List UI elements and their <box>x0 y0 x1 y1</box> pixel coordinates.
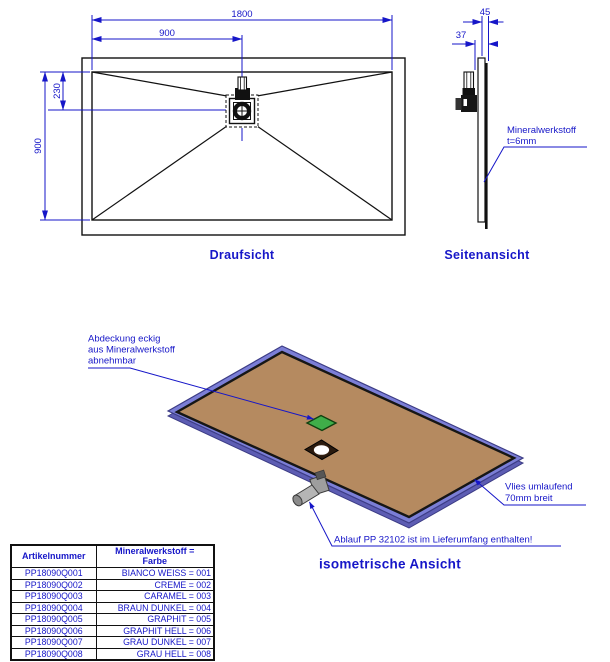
header-artikelnummer: Artikelnummer <box>11 545 96 568</box>
article-table <box>10 544 215 661</box>
drain-pipe-stub <box>238 77 247 90</box>
table-row: PP18090Q002 CREME = 002 <box>11 579 214 591</box>
material-note-line1: Mineralwerkstoff <box>507 125 576 136</box>
dim-230-label: 230 <box>52 83 63 99</box>
header-farbe: Mineralwerkstoff = Farbe <box>96 545 214 568</box>
top-view-title: Draufsicht <box>209 248 275 262</box>
material-note-leader <box>484 147 587 182</box>
table-row: PP18090Q004 BRAUN DUNKEL = 004 <box>11 602 214 614</box>
table-row: PP18090Q003 CARAMEL = 003 <box>11 591 214 603</box>
material-note-line2: t=6mm <box>507 136 537 147</box>
dim-45-label: 45 <box>479 7 491 18</box>
side-drain-fitting <box>456 72 478 112</box>
fleece-annotation <box>475 480 587 506</box>
cover-note-line2: aus Mineralwerkstoff <box>88 344 175 356</box>
top-view <box>33 9 405 262</box>
table-row: PP18090Q006 GRAPHIT HELL = 006 <box>11 625 214 637</box>
table-row: PP18090Q008 GRAU HELL = 008 <box>11 648 214 660</box>
material-note <box>484 125 587 182</box>
table-row: PP18090Q007 GRAU DUNKEL = 007 <box>11 637 214 649</box>
table-row: PP18090Q001 BIANCO WEISS = 001 <box>11 568 214 580</box>
table-header-row <box>11 545 214 568</box>
fleece-note-line1: Vlies umlaufend <box>505 481 573 493</box>
cover-note-line3: abnehmbar <box>88 355 137 367</box>
dim-1800-label: 1800 <box>231 9 253 20</box>
iso-view-title: isometrische Ansicht <box>318 556 462 572</box>
side-view <box>444 7 587 262</box>
dim-37-label: 37 <box>455 30 467 41</box>
table-row: PP18090Q005 GRAPHIT = 005 <box>11 614 214 626</box>
dim-900-vertical-label: 900 <box>33 138 44 154</box>
fleece-note-line2: 70mm breit <box>505 493 553 504</box>
cover-note-line1: Abdeckung eckig <box>88 333 161 345</box>
mineral-sheet-section <box>485 63 488 229</box>
iso-view <box>88 334 586 572</box>
side-view-title: Seitenansicht <box>444 248 530 262</box>
dim-900-horizontal-label: 900 <box>159 28 175 39</box>
drain-note-text: Ablauf PP 32102 ist im Lieferumfang enthalten! <box>334 534 533 546</box>
side-plate <box>478 58 485 222</box>
